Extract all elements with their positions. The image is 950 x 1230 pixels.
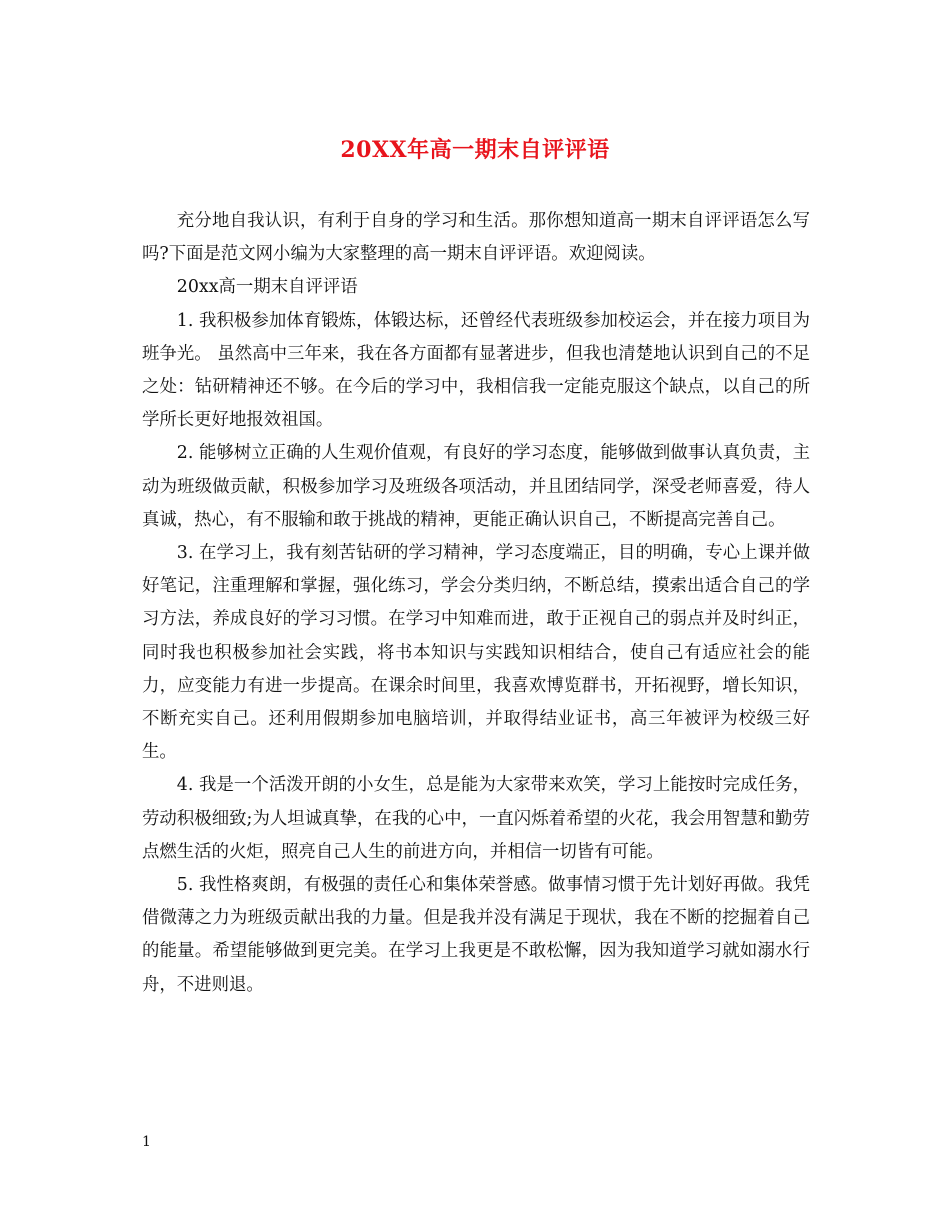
intro-paragraph: 充分地自我认识，有利于自身的学习和生活。那你想知道高一期末自评评语怎么写吗?下面是范文网小编为大家整理的高一期末自评评语。欢迎阅读。: [142, 211, 810, 265]
comment-paragraph-5: 5. 我性格爽朗，有极强的责任心和集体荣誉感。做事情习惯于先计划好再做。我凭借微薄之力为班级贡献出我的力量。但是我并没有满足于现状，我在不断的挖掘着自己的能量。希望能够做到更完美。在学习上我更是不敢松懈，因为我知道学习就如溺水行舟，不进则退。: [142, 875, 810, 995]
comment-paragraph-4: 4. 我是一个活泼开朗的小女生，总是能为大家带来欢笑，学习上能按时完成任务，劳动积极细致;为人坦诚真挚，在我的心中，一直闪烁着希望的火花，我会用智慧和勤劳点燃生活的火炬，照亮自己人生的前进方向，并相信一切皆有可能。: [142, 775, 810, 862]
comment-paragraph-3: 3. 在学习上，我有刻苦钻研的学习精神，学习态度端正，目的明确，专心上课并做好笔记，注重理解和掌握，强化练习，学会分类归纳，不断总结，摸索出适合自己的学习方法，养成良好的学习习惯。在学习中知难而进，敢于正视自己的弱点并及时纠正，同时我也积极参加社会实践，将书本知识与实践知识相结合，使自己有适应社会的能力，应变能力有进一步提高。在课余时间里，我喜欢博览群书，开拓视野，增长知识，不断充实自己。还利用假期参加电脑培训，并取得结业证书，高三年被评为校级三好生。: [142, 543, 810, 763]
document-body: [142, 205, 810, 1002]
comment-paragraph-2: 2. 能够树立正确的人生观价值观，有良好的学习态度，能够做到做事认真负责，主动为班级做贡献，积极参加学习及班级各项活动，并且团结同学，深受老师喜爱，待人真诚，热心，有不服输和敢于挑战的精神，更能正确认识自己，不断提高完善自己。: [142, 443, 810, 530]
section-heading: 20xx高一期末自评评语: [176, 277, 358, 298]
document-title: 20XX年高一期末自评评语: [340, 137, 610, 163]
page-number: 1: [142, 1134, 151, 1150]
comment-paragraph-1: 1. 我积极参加体育锻炼，体锻达标，还曾经代表班级参加校运会，并在接力项目为班争光。 虽然高中三年来，我在各方面都有显著进步，但我也清楚地认识到自己的不足之处：钻研精神还不够。在今后的学习中，我相信我一定能克服这个缺点，以自己的所学所长更好地报效祖国。: [142, 310, 810, 431]
